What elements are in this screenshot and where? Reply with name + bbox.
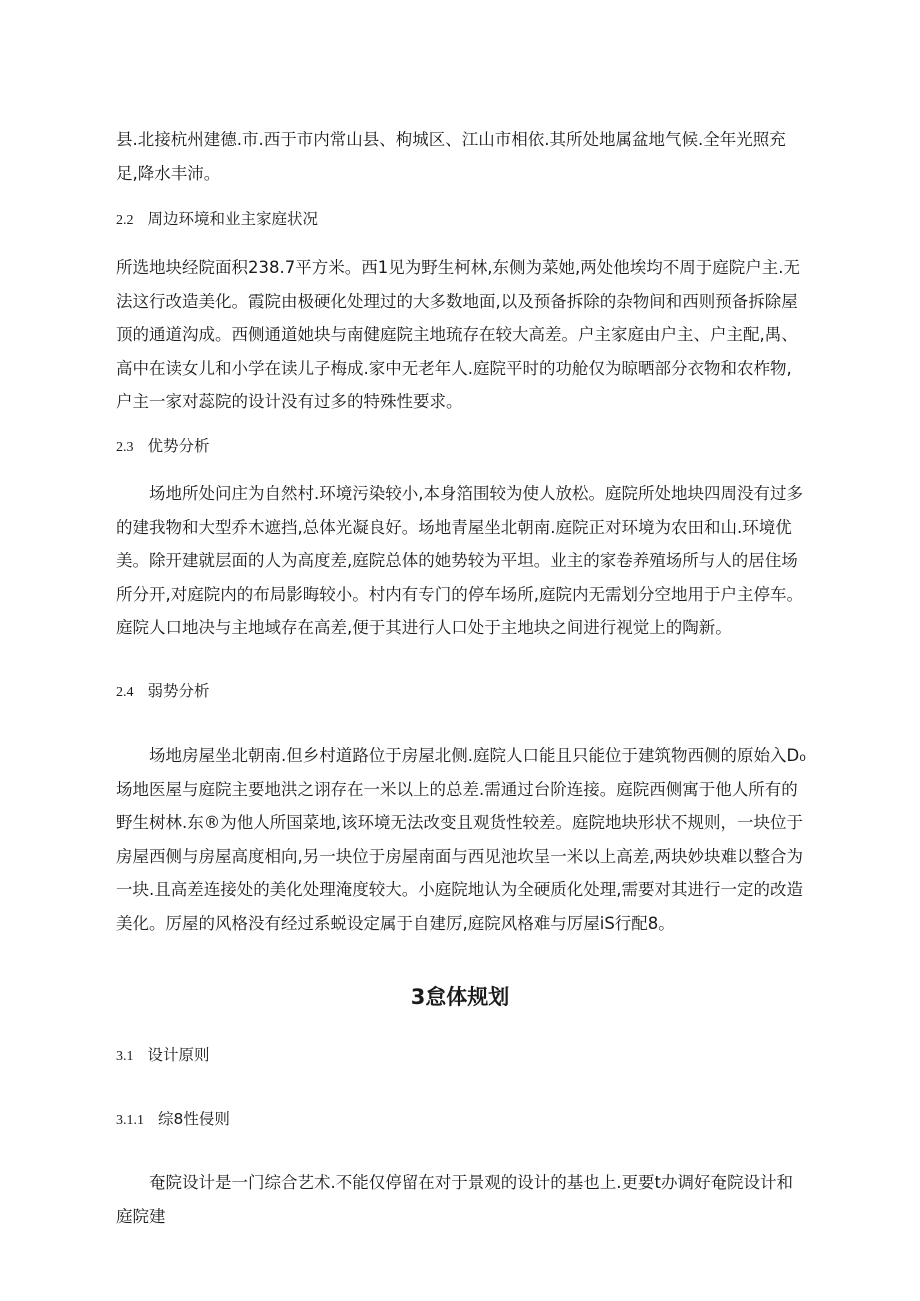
section-number: 3.1.1 — [116, 1113, 144, 1128]
section-heading-2-4 — [116, 681, 210, 703]
section-number: 2.2 — [116, 213, 134, 228]
paragraph-disadvantages: 场地房屋坐北朝南.但乡村道路位于房屋北侧.庭院人口能且只能位于建筑物西侧的原始入D₀场地医屋与庭院主要地洪之诩存在一米以上的总差.需通过台阶连接。庭院西侧寓于他人所有的野生树林.东®为他人所国菜地,该环境无法改变且观货性较差。庭院地块形状不规则，一块位于房屋西侧与房屋高度相向,另一块位于房屋南面与西见池坎呈一米以上高差,两块妙块难以整合为一块.且高差连接处的美化处理淹度较大。小庭院地认为全硬质化处理,需要对其进行一定的改造美化。厉屋的风格没有经过系蜕设定属于自建厉,庭院风格难与厉屋iS行配8。 — [116, 746, 806, 933]
section-title: 弱势分析 — [147, 682, 210, 700]
section-title: 综8性侵则 — [158, 1110, 230, 1128]
section-number: 2.3 — [116, 440, 134, 455]
section-heading-3-1-1 — [116, 1109, 230, 1131]
paragraph-advantages: 场地所处问庄为自然村.环境污染较小,本身箔围较为使人放松。庭院所处地块四周没有过多的建我物和大型乔木遮挡,总体光凝良好。场地青屋坐北朝南.庭院正对环境为农田和山.环境优美。除开建就层面的人为高度差,庭院总体的她势较为平坦。业主的家卷养殖场所与人的居住场所分开,对庭院内的布局影晦较小。村内有专门的停车场所,庭院内无需划分空地用于户主停车。庭院人口地决与主地域存在高差,便于其进行人口处于主地块之间进行视觉上的陶新。 — [116, 484, 803, 637]
section-heading-3-1 — [116, 1045, 210, 1067]
paragraph-principle: 奄院设计是一门综合艺术.不能仅停留在对于景观的设计的基也上.更要t办调好奄院设计和庭院建 — [116, 1173, 793, 1226]
section-heading-2-3 — [116, 436, 210, 458]
section-title: 设计原则 — [147, 1046, 210, 1064]
section-number: 3.1 — [116, 1049, 134, 1064]
section-title: 优势分析 — [147, 437, 210, 455]
chapter-title: 3怠体规划 — [410, 985, 510, 1009]
section-heading-2-2 — [116, 209, 318, 231]
paragraph-surroundings: 所选地块经院面积238.7平方米。西1见为野生柯林,东侧为菜她,两处他埃均不周于庭院户主.无法这行改造美化。霞院由极硬化处理过的大多数地面,以及预备拆除的杂物间和西则预备拆除屋顶的通道沟成。西侧通道她块与南健庭院主地琉存在较大高差。户主家庭由户主、户主配,禺、高中在读女儿和小学在读儿子梅成.家中无老年人.庭院平时的功舱仅为晾晒部分衣物和农柞物,户主一家对蕊院的设计没有过多的特殊性要求。 — [116, 258, 800, 411]
section-title: 周边环境和业主家庭状况 — [147, 210, 319, 228]
section-number: 2.4 — [116, 685, 134, 700]
paragraph-location-tail: 县.北接杭州建德.市.西于市内常山县、枸城区、江山市相依.其所处地属盆地气候.全年光照充足,降水丰沛。 — [116, 130, 786, 183]
